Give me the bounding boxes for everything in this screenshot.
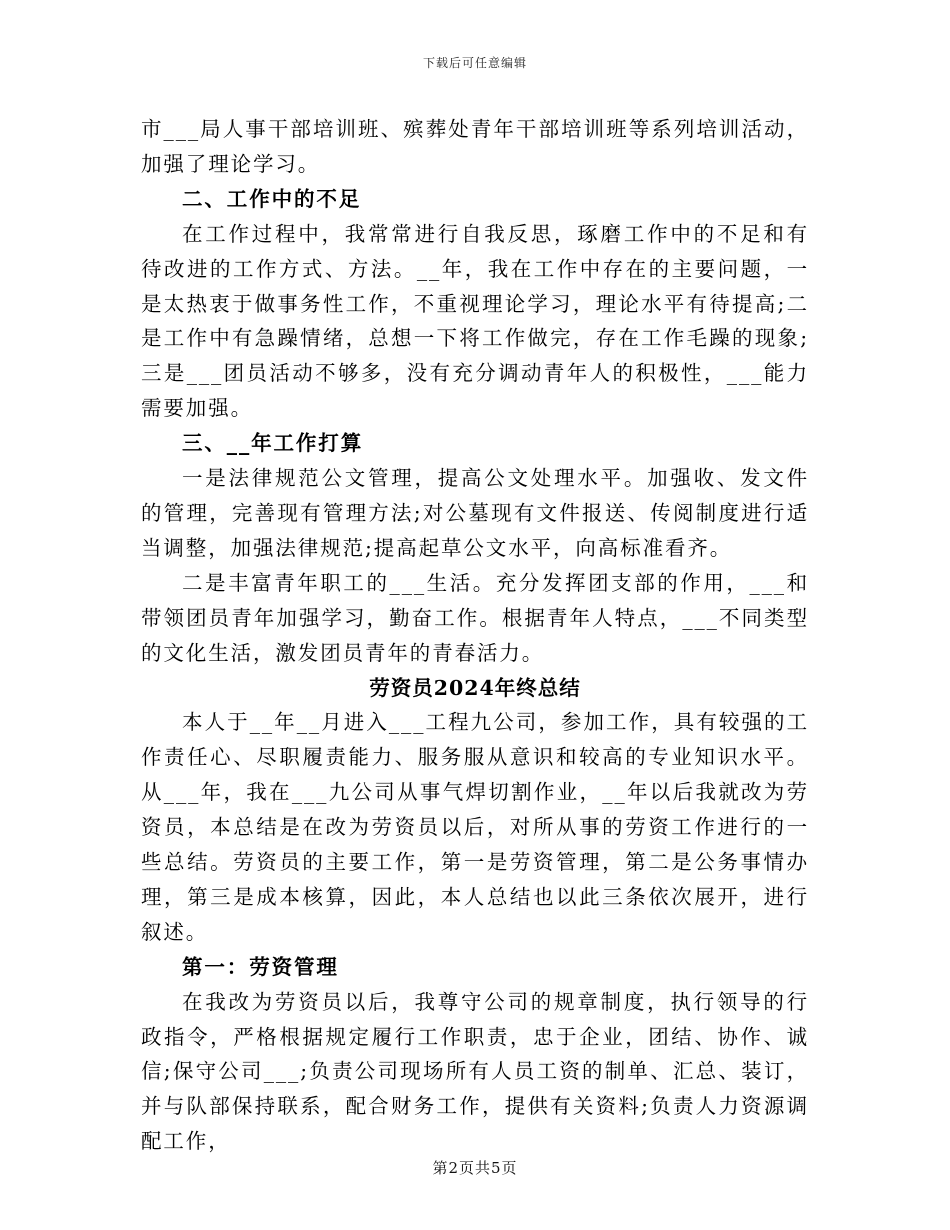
document-body bbox=[141, 112, 809, 1159]
paragraph-plan-1: 一是法律规范公文管理，提高公文处理水平。加强收、发文件的管理，完善现有管理方法;对公墓现有文件报送、传阅制度进行适当调整，加强法律规范;提高起草公文水平，向高标准看齐。 bbox=[141, 466, 809, 560]
paragraph-plan-2: 二是丰富青年职工的___生活。充分发挥团支部的作用，___和带领团员青年加强学习，勤奋工作。根据青年人特点，___不同类型的文化生活，激发团员青年的青春活力。 bbox=[141, 570, 809, 665]
section-heading-plan: 三、__年工作打算 bbox=[182, 431, 364, 456]
paragraph-continued: 市___局人事干部培训班、殡葬处青年干部培训班等系列培训活动，加强了理论学习。 bbox=[141, 117, 809, 176]
page-footer: 第2页共5页 bbox=[432, 1159, 518, 1177]
paragraph-shortcomings: 在工作过程中，我常常进行自我反思，琢磨工作中的不足和有待改进的工作方式、方法。__年，我在工作中存在的主要问题，一是太热衷于做事务性工作，不重视理论学习，理论水平有待提高;二是工作中有急躁情绪，总想一下将工作做完，存在工作毛躁的现象;三是___团员活动不够多，没有充分调动青年人的积极性，___能力需要加强。 bbox=[141, 221, 809, 421]
paragraph-intro: 本人于__年__月进入___工程九公司，参加工作，具有较强的工作责任心、尽职履责能力、服务服从意识和较高的专业知识水平。从___年，我在___九公司从事气焊切割作业，__年以后我就改为劳资员，本总结是在改为劳资员以后，对所从事的劳资工作进行的一些总结。劳资员的主要工作，第一是劳资管理，第二是公务事情办理，第三是成本核算，因此，本人总结也以此三条依次展开，进行叙述。 bbox=[141, 710, 809, 944]
page-header: 下载后可任意编辑 bbox=[422, 56, 527, 70]
section-heading-shortcomings: 二、工作中的不足 bbox=[182, 186, 362, 211]
section-heading-labor: 第一：劳资管理 bbox=[182, 954, 339, 979]
paragraph-labor: 在我改为劳资员以后，我尊守公司的规章制度，执行领导的行政指令，严格根据规定履行工作职责，忠于企业，团结、协作、诚信;保守公司___;负责公司现场所有人员工资的制单、汇总、装订，并与队部保持联系，配合财务工作，提供有关资料;负责人力资源调配工作， bbox=[141, 989, 809, 1154]
document-title: 劳资员2024年终总结 bbox=[369, 675, 581, 700]
